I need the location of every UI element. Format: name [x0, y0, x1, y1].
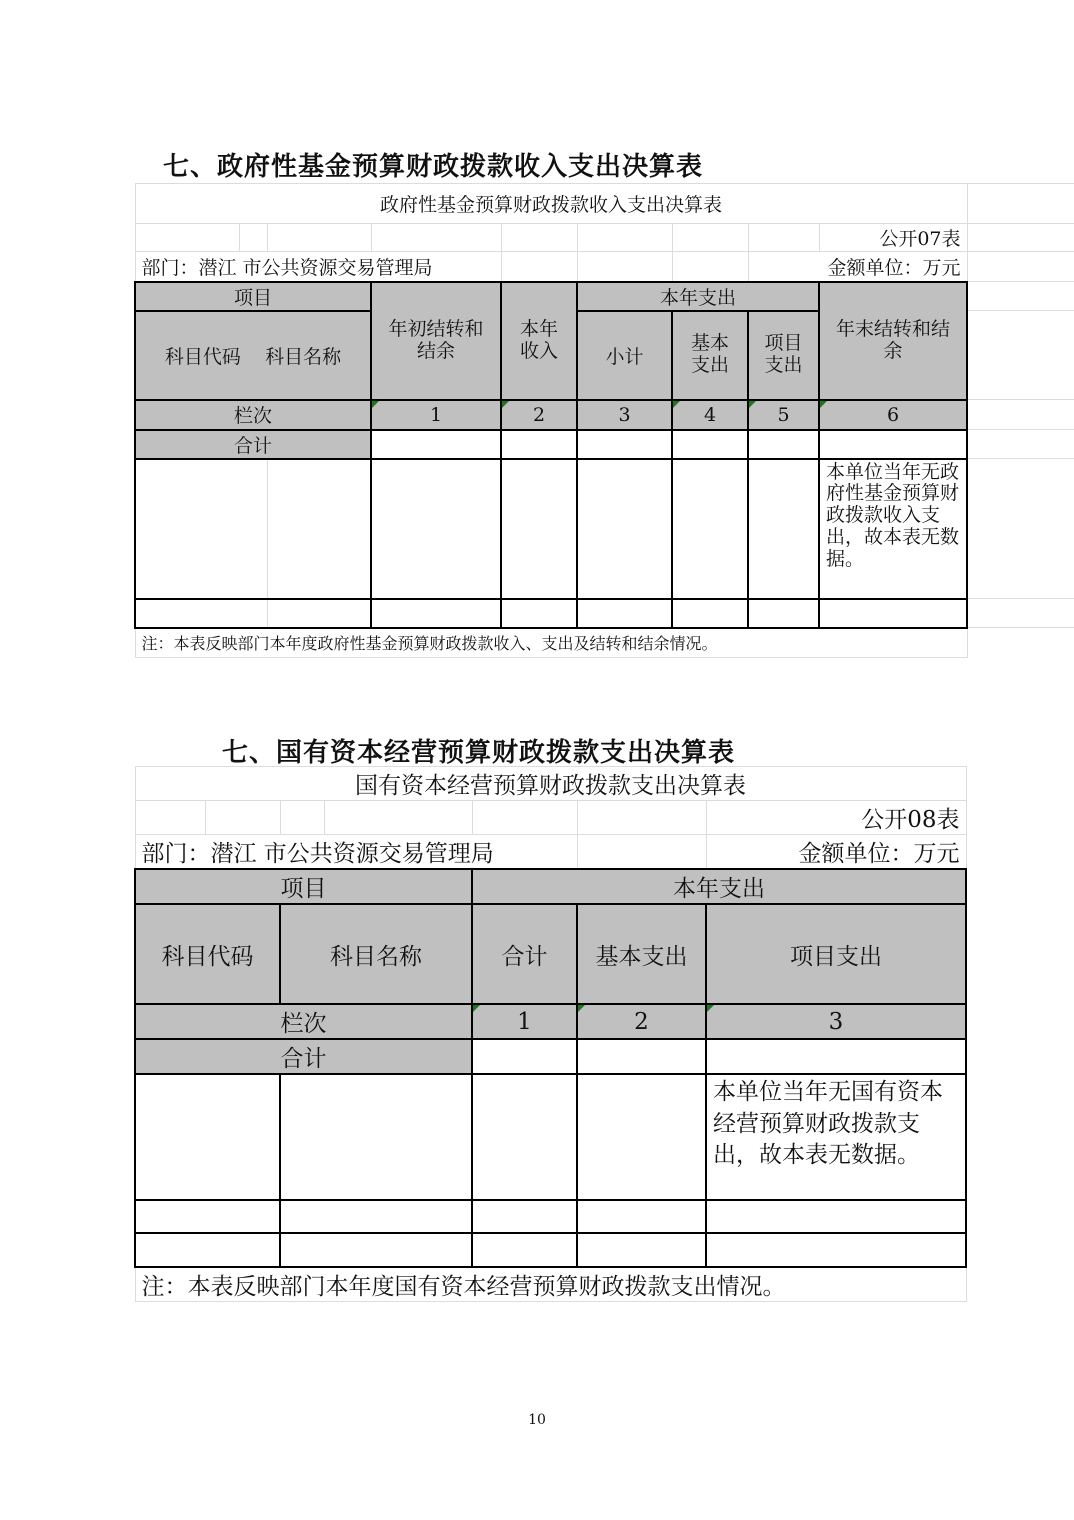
- table07-header-start: 年初结转和结余: [371, 282, 501, 400]
- table07-col-5: 5: [748, 400, 819, 430]
- table07-header-item: 项目: [135, 282, 371, 311]
- table-07: [134, 183, 1074, 658]
- table07-header-code: 科目代码: [164, 345, 241, 368]
- page-number: 10: [528, 1412, 546, 1428]
- table07-footnote: 注：本表反映部门本年度政府性基金预算财政拨款收入、支出及结转和结余情况。: [135, 628, 967, 658]
- table07-no-data-note: 本单位当年无政府性基金预算财政拨款收入支出，故本表无数据。: [819, 459, 967, 599]
- table07-row-total: 合计: [135, 430, 371, 459]
- section2-heading: 七、国有资本经营预算财政拨款支出决算表: [222, 738, 736, 768]
- table08-header-item: 项目: [135, 869, 472, 904]
- table08-header-project: 项目支出: [706, 904, 966, 1004]
- table08-title: 国有资本经营预算财政拨款支出决算表: [135, 767, 966, 801]
- table08-header-name: 科目名称: [280, 904, 472, 1004]
- table08-col-2: 2: [577, 1004, 706, 1039]
- table08-header-code: 科目代码: [135, 904, 280, 1004]
- table07-col-3: 3: [577, 400, 672, 430]
- table08-col-1: 1: [472, 1004, 577, 1039]
- table07-col-6: 6: [819, 400, 967, 430]
- table07-col-4: 4: [672, 400, 748, 430]
- table08-unit: 金额单位：万元: [706, 835, 966, 870]
- table07-code: 公开07表: [819, 224, 967, 252]
- table07-unit: 金额单位：万元: [748, 252, 967, 282]
- table07-header-income: 本年收入: [501, 282, 577, 400]
- section1-heading: 七、政府性基金预算财政拨款收入支出决算表: [163, 152, 704, 182]
- table08-col-3: 3: [706, 1004, 966, 1039]
- table-08: [134, 766, 967, 1302]
- table08-header-expend: 本年支出: [472, 869, 966, 904]
- table07-header-basic: 基本支出: [672, 311, 748, 400]
- table08-footnote: 注：本表反映部门本年度国有资本经营预算财政拨款支出情况。: [135, 1267, 966, 1302]
- table07-header-code-name: [135, 311, 371, 400]
- table07-col-2: 2: [501, 400, 577, 430]
- table08-dept: 部门：潜江 市公共资源交易管理局: [135, 835, 577, 870]
- table08-code: 公开08表: [706, 801, 966, 835]
- table07-header-project: 项目支出: [748, 311, 819, 400]
- table08-header-basic: 基本支出: [577, 904, 706, 1004]
- table07-col-1: 1: [371, 400, 501, 430]
- table08-header-total: 合计: [472, 904, 577, 1004]
- table07-header-end: 年末结转和结余: [819, 282, 967, 400]
- table07-row-col: 栏次: [135, 400, 371, 430]
- table08-no-data-note: 本单位当年无国有资本经营预算财政拨款支出，故本表无数据。: [706, 1074, 966, 1200]
- table08-row-total: 合计: [135, 1039, 472, 1074]
- table07-title: 政府性基金预算财政拨款收入支出决算表: [135, 184, 967, 224]
- table07-header-expend: 本年支出: [577, 282, 819, 311]
- table07-header-subtotal: 小计: [577, 311, 672, 400]
- table07-header-name: 科目名称: [265, 345, 342, 368]
- table07-dept: 部门：潜江 市公共资源交易管理局: [135, 252, 501, 282]
- table08-row-col: 栏次: [135, 1004, 472, 1039]
